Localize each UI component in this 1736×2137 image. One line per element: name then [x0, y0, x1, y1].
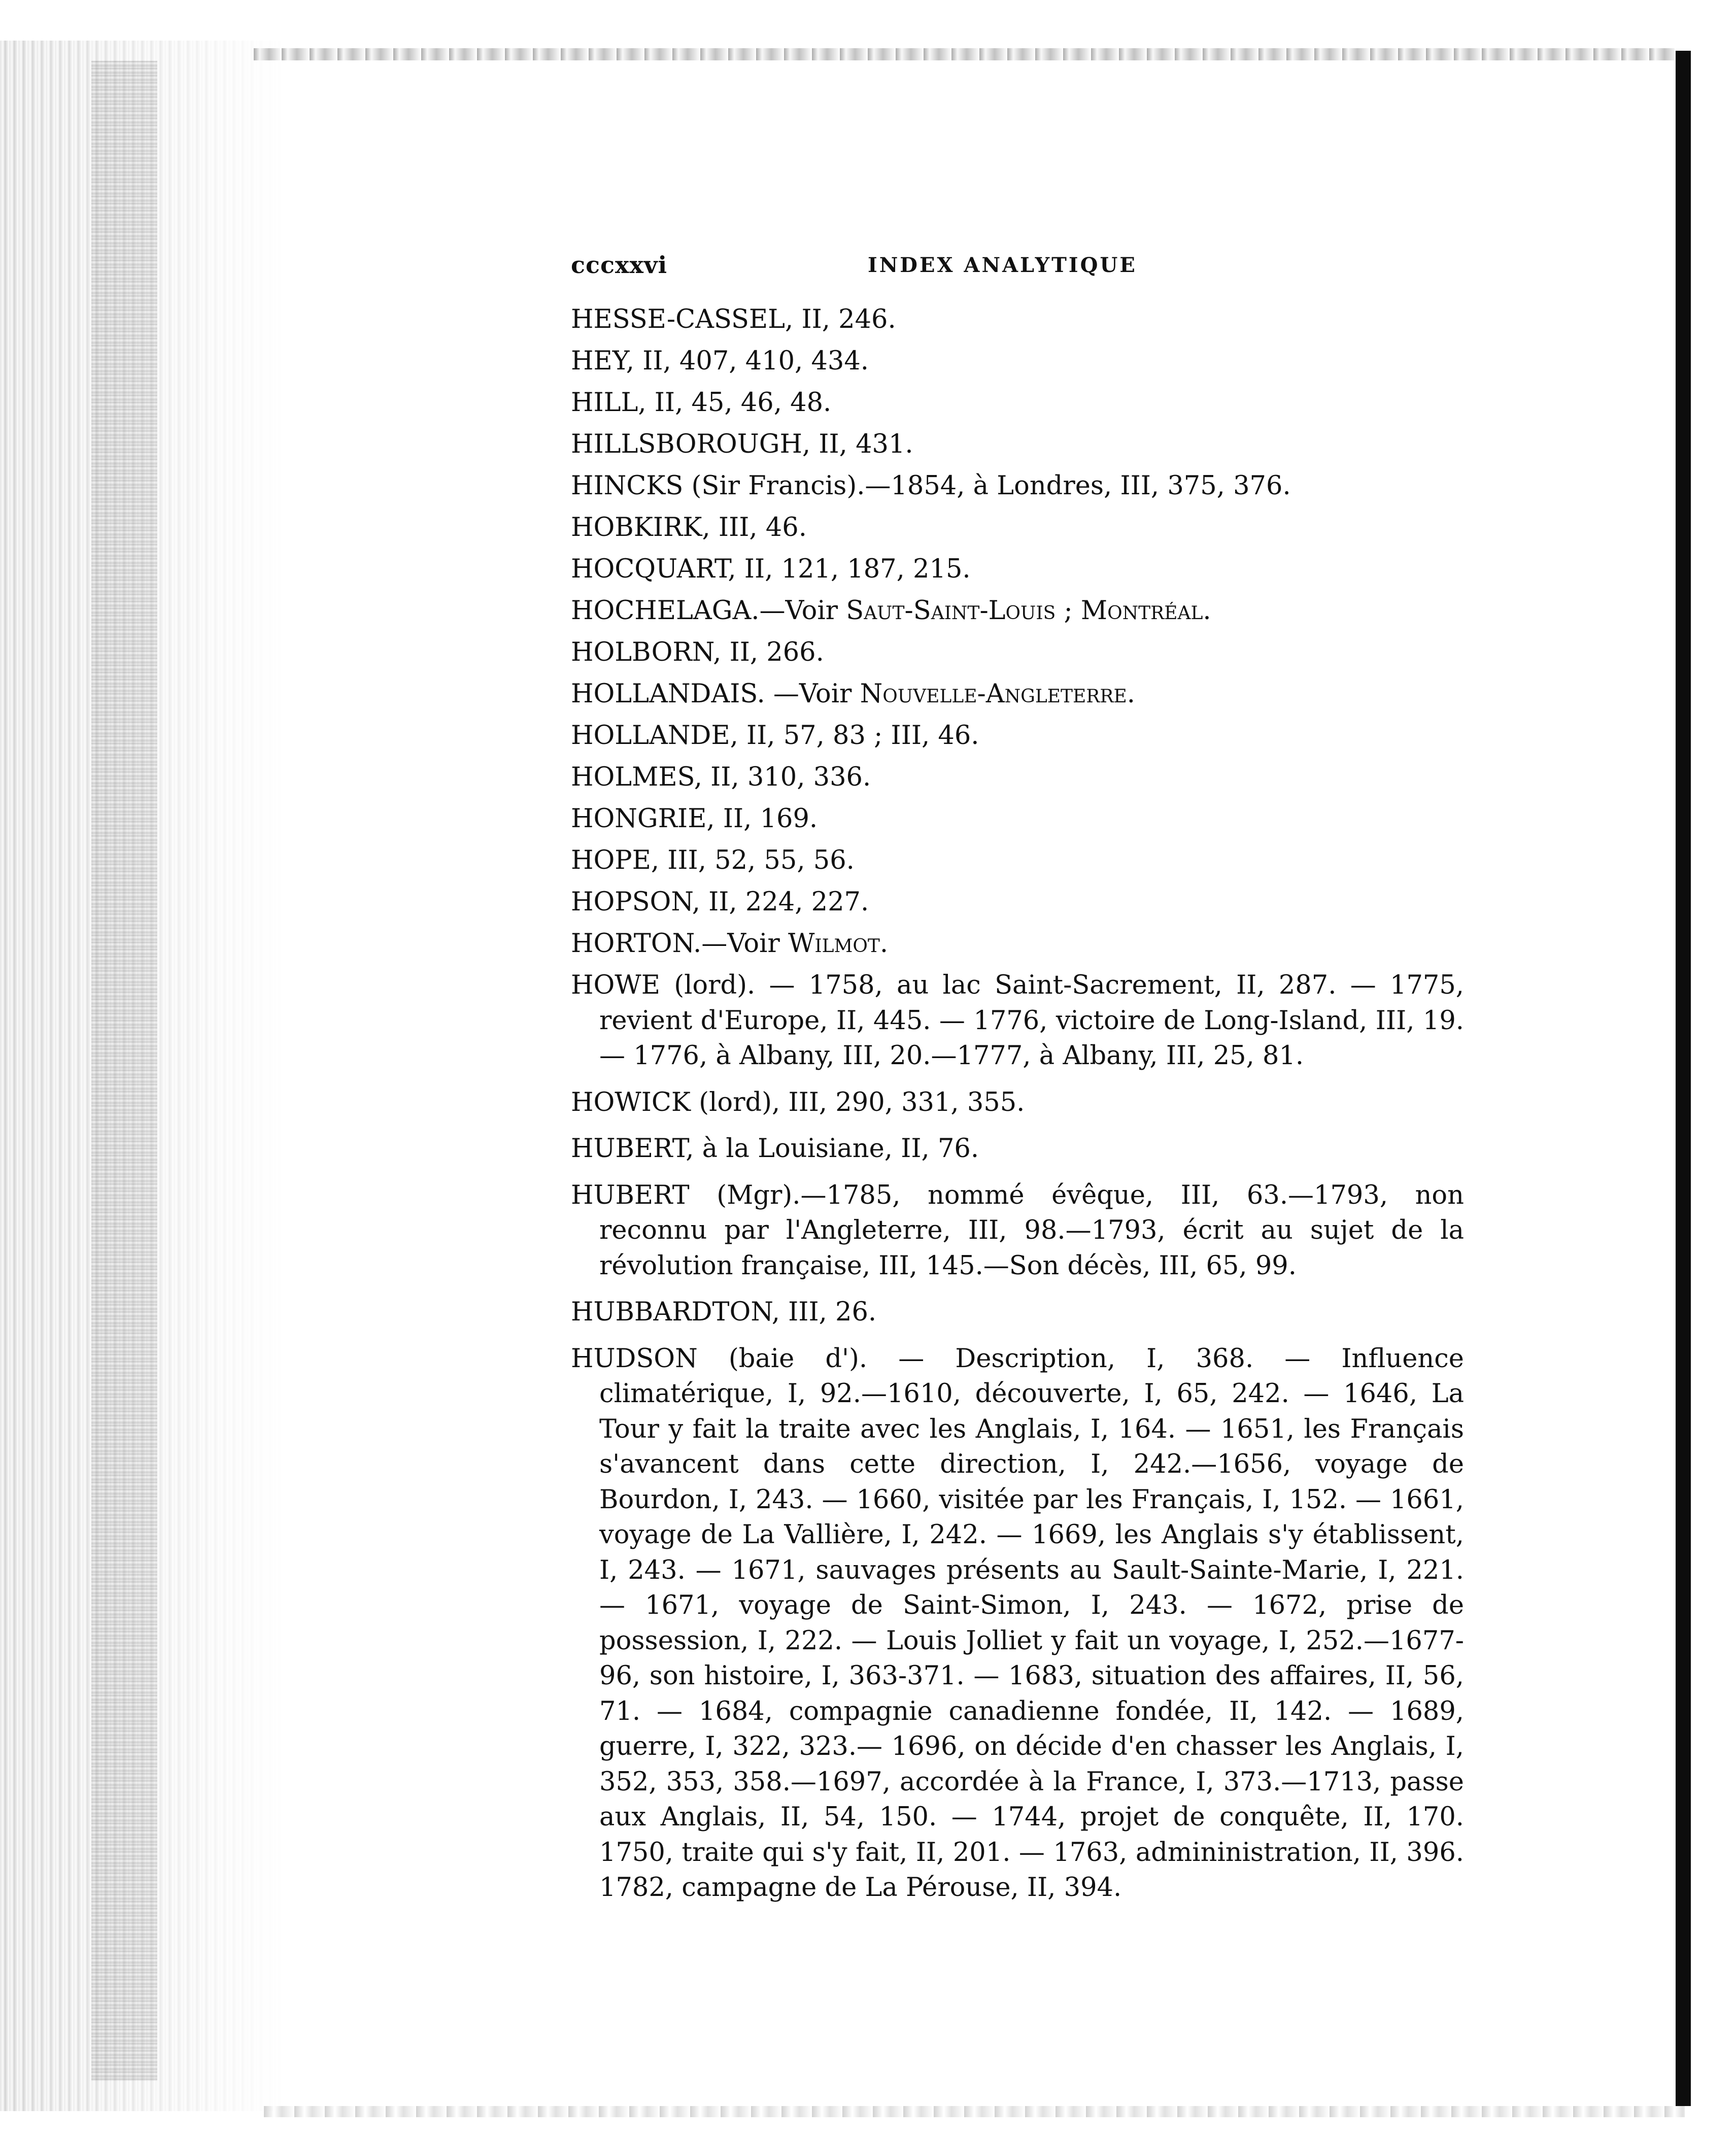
- index-entry: [571, 593, 1464, 629]
- index-entry: HOWICK (lord), III, 290, 331, 355.: [571, 1087, 1025, 1117]
- scan-top-edge: [254, 48, 1675, 60]
- cross-reference: Saut-Saint-Louis ; Montréal.: [846, 596, 1211, 626]
- index-entry: HUBERT, à la Louisiane, II, 76.: [571, 1134, 979, 1164]
- index-entry: HOWE (lord). — 1758, au lac Saint-Sacrement, II, 287. — 1775, revient d'Europe, II, 445. — 1776, victoire de Long-Island, III, 19. — 1776, à Albany, III, 20.—1777, à Albany, III, 25, 81.: [571, 970, 1464, 1071]
- index-entry: HESSE-CASSEL, II, 246.: [571, 304, 896, 334]
- index-entry: [571, 676, 1464, 712]
- running-title: INDEX ANALYTIQUE: [868, 253, 1137, 277]
- index-entry: HOPSON, II, 224, 227.: [571, 887, 869, 917]
- index-entry: [571, 926, 1464, 962]
- index-entry: HUBBARDTON, III, 26.: [571, 1297, 877, 1327]
- cross-reference: Nouvelle-Angleterre.: [860, 679, 1136, 709]
- index-entry: HUDSON (baie d'). — Description, I, 368. — Influence climatérique, I, 92.—1610, découverte, I, 65, 242. — 1646, La Tour y fait la traite avec les Anglais, I, 164. — 1651, les Français s'avancent dans cette direction, I, 242.—1656, voyage de Bourdon, I, 243. — 1660, visitée par les Français, I, 152. — 1661, voyage de La Vallière, I, 242. — 1669, les Anglais s'y établissent, I, 243. — 1671, sauvages présents au Sault-Sainte-Marie, I, 221. — 1671, voyage de Saint-Simon, I, 243. — 1672, prise de possession, I, 222. — Louis Jolliet y fait un voyage, I, 252.—1677-96, son histoire, I, 363-371. — 1683, situation des affaires, II, 56, 71. — 1684, compagnie canadienne fondée, II, 142. — 1689, guerre, I, 322, 323.— 1696, on décide d'en chasser les Anglais, I, 352, 353, 358.—1697, accordée à la France, I, 373.—1713, passe aux Anglais, II, 54, 150. — 1744, projet de conquête, II, 170. 1750, traite qui s'y fait, II, 201. — 1763, admininistration, II, 396. 1782, campagne de La Pérouse, II, 394.: [571, 1343, 1464, 1903]
- index-entry: HILL, II, 45, 46, 48.: [571, 388, 832, 418]
- index-entry: HOBKIRK, III, 46.: [571, 513, 807, 542]
- index-entry: HOCQUART, II, 121, 187, 215.: [571, 554, 971, 584]
- index-entry: HOLBORN, II, 266.: [571, 637, 824, 667]
- scan-left-edge-streaks: [91, 61, 157, 2081]
- scan-right-border: [1676, 51, 1691, 2106]
- entry-head: HOCHELAGA.—Voir: [571, 596, 846, 626]
- index-entry: HINCKS (Sir Francis).—1854, à Londres, III, 375, 376.: [571, 471, 1291, 501]
- index-entry: HEY, II, 407, 410, 434.: [571, 346, 869, 376]
- index-entry: HOPE, III, 52, 55, 56.: [571, 845, 855, 875]
- index-entry: HUBERT (Mgr).—1785, nommé évêque, III, 63.—1793, non reconnu par l'Angleterre, III, 98.—1793, écrit au sujet de la révolution française, III, 145.—Son décès, III, 65, 99.: [571, 1180, 1464, 1281]
- index-entry: HONGRIE, II, 169.: [571, 804, 818, 834]
- index-entry: HILLSBOROUGH, II, 431.: [571, 429, 913, 459]
- page-number: cccxxvi: [571, 251, 668, 279]
- entry-head: HORTON.—Voir: [571, 929, 788, 959]
- index-page: [571, 251, 1464, 1917]
- entry-head: HOLLANDAIS. —Voir: [571, 679, 860, 709]
- cross-reference: Wilmot.: [788, 929, 889, 959]
- index-entry: HOLLANDE, II, 57, 83 ; III, 46.: [571, 721, 979, 751]
- index-entry: HOLMES, II, 310, 336.: [571, 762, 871, 792]
- page-header: [571, 251, 1464, 282]
- scan-bottom-edge: [264, 2106, 1685, 2117]
- index-entries: [571, 302, 1464, 1906]
